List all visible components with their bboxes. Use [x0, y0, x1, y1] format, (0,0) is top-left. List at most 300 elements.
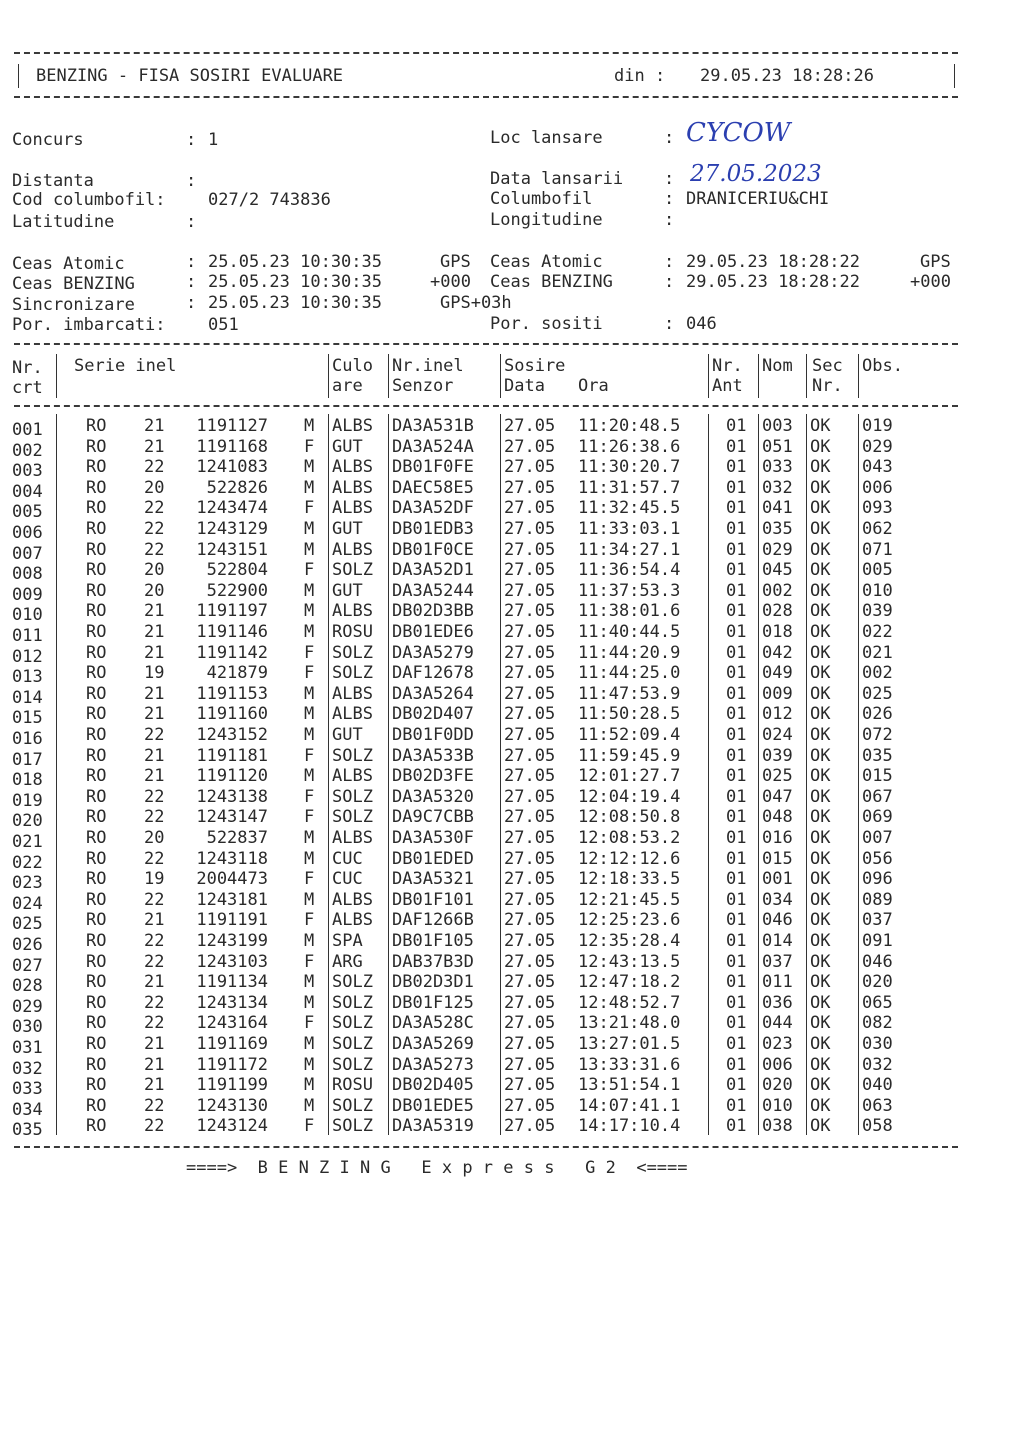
cell-nom: 047 — [762, 786, 793, 807]
cell-color: ROSU — [332, 622, 373, 642]
cell-obs: 043 — [862, 457, 893, 478]
cell-ring: 1243181 — [196, 889, 268, 910]
cell-color: SPA — [332, 931, 363, 951]
cell-nom: 015 — [762, 848, 793, 869]
cell-nom: 044 — [762, 1013, 793, 1034]
cell-sensor: DAF12678 — [392, 663, 474, 684]
cell-country: RO — [86, 1013, 107, 1034]
cell-sec: OK — [810, 910, 831, 931]
cell-country: RO — [86, 622, 107, 642]
distanta-label: Distanta — [12, 171, 94, 191]
cell-color: ALBS — [332, 416, 373, 436]
cell-ant: 01 — [726, 560, 747, 581]
por-sositi-value: 046 — [686, 314, 717, 334]
cell-date: 27.05 — [504, 622, 556, 642]
concurs-colon: : — [186, 130, 207, 150]
cell-nr: 007 — [12, 543, 43, 564]
cell-ant: 01 — [726, 828, 747, 848]
cell-obs: 046 — [862, 951, 893, 972]
cell-date: 27.05 — [504, 745, 556, 766]
header-bottom-divider — [14, 405, 958, 407]
cell-ant: 01 — [726, 786, 747, 807]
cell-sex: F — [304, 745, 315, 766]
cell-sex: F — [304, 560, 315, 581]
col-ora: Ora — [578, 376, 609, 396]
cell-ant: 01 — [726, 1116, 747, 1137]
cell-ant: 01 — [726, 683, 747, 704]
cell-ring: 1191169 — [196, 1034, 268, 1054]
cell-color: CUC — [332, 848, 363, 869]
cell-ant: 01 — [726, 1075, 747, 1096]
cell-ring: 522900 — [206, 580, 268, 601]
cell-time: 12:08:53.2 — [578, 828, 681, 848]
cell-time: 12:01:27.7 — [578, 766, 681, 787]
cell-color: ROSU — [332, 1075, 373, 1096]
cell-ant: 01 — [726, 498, 747, 519]
cell-sex: M — [304, 622, 315, 642]
cell-ring: 1191120 — [196, 766, 268, 787]
cell-color: GUT — [332, 725, 363, 745]
cell-country: RO — [86, 766, 107, 787]
cell-ring: 1191127 — [196, 416, 268, 436]
por-imbarcati-label: Por. imbarcati: — [12, 315, 166, 335]
cell-sex: F — [304, 951, 315, 972]
cell-nr: 005 — [12, 502, 43, 523]
cell-sec: OK — [810, 663, 831, 684]
ceas-benzing-right-label: Ceas BENZING — [490, 272, 613, 292]
cell-sex: F — [304, 498, 315, 519]
cell-ring: 1243164 — [196, 1013, 268, 1034]
din-label: din : — [614, 66, 666, 86]
columbofil-value: DRANICERIU&CHI — [686, 189, 830, 209]
cell-ant: 01 — [726, 725, 747, 745]
cell-sensor: DA9C7CBB — [392, 807, 474, 828]
cell-sec: OK — [810, 704, 831, 725]
cell-date: 27.05 — [504, 1116, 556, 1137]
cell-sec: OK — [810, 848, 831, 869]
cell-ant: 01 — [726, 642, 747, 663]
cell-date: 27.05 — [504, 848, 556, 869]
cell-year: 22 — [144, 725, 165, 745]
cell-sec: OK — [810, 519, 831, 539]
sincronizare-label: Sincronizare — [12, 295, 135, 315]
cell-nr: 013 — [12, 667, 43, 688]
ceas-benzing-left-suffix: +000 — [430, 272, 471, 292]
cell-sec: OK — [810, 766, 831, 787]
cell-time: 12:21:45.5 — [578, 889, 681, 910]
cell-nr: 011 — [12, 626, 43, 646]
cell-sensor: DA3A5244 — [392, 580, 474, 601]
cell-nr: 017 — [12, 749, 43, 770]
footer-text: ====> B E N Z I N G E x p r e s s G 2 <==== — [186, 1158, 688, 1178]
cell-ring: 522837 — [206, 828, 268, 848]
cell-year: 22 — [144, 889, 165, 910]
cell-year: 21 — [144, 622, 165, 642]
cell-color: SOLZ — [332, 1013, 373, 1034]
cell-ring: 1191146 — [196, 622, 268, 642]
cell-sex: M — [304, 1034, 315, 1054]
cell-time: 11:52:09.4 — [578, 725, 681, 745]
cell-sec: OK — [810, 1034, 831, 1054]
cell-country: RO — [86, 725, 107, 745]
cell-ant: 01 — [726, 539, 747, 560]
cell-ring: 421879 — [206, 663, 268, 684]
cell-time: 14:07:41.1 — [578, 1095, 681, 1116]
cell-time: 12:25:23.6 — [578, 910, 681, 931]
cell-color: SOLZ — [332, 807, 373, 828]
cell-country: RO — [86, 519, 107, 539]
cell-ant: 01 — [726, 601, 747, 622]
cell-sex: M — [304, 1054, 315, 1075]
hdr-sep-3 — [388, 354, 389, 398]
cell-sec: OK — [810, 622, 831, 642]
por-sositi-label: Por. sositi — [490, 314, 603, 334]
cell-nom: 029 — [762, 539, 793, 560]
cell-nr: 028 — [12, 976, 43, 997]
cell-country: RO — [86, 683, 107, 704]
cell-country: RO — [86, 1116, 107, 1137]
cell-sensor: DB01F0FE — [392, 457, 474, 478]
concurs-value: 1 — [208, 130, 219, 150]
col-nom: Nom — [762, 356, 793, 376]
cell-sec: OK — [810, 1013, 831, 1034]
cell-country: RO — [86, 910, 107, 931]
cell-ring: 1191160 — [196, 704, 268, 725]
cell-sensor: DA3A531B — [392, 416, 474, 436]
cell-year: 22 — [144, 931, 165, 951]
cell-nom: 034 — [762, 889, 793, 910]
cell-nom: 023 — [762, 1034, 793, 1054]
cell-nom: 025 — [762, 766, 793, 787]
cell-sensor: DA3A5273 — [392, 1054, 474, 1075]
cell-date: 27.05 — [504, 1095, 556, 1116]
cell-year: 22 — [144, 992, 165, 1013]
report-title: BENZING - FISA SOSIRI EVALUARE — [36, 66, 344, 86]
cell-ring: 1243118 — [196, 848, 268, 869]
cell-ring: 1241083 — [196, 457, 268, 478]
cell-color: ALBS — [332, 477, 373, 498]
cell-nr: 012 — [12, 646, 43, 667]
cell-sec: OK — [810, 1095, 831, 1116]
cell-ring: 1243152 — [196, 725, 268, 745]
cell-date: 27.05 — [504, 1054, 556, 1075]
cell-obs: 065 — [862, 992, 893, 1013]
concurs-label: Concurs — [12, 130, 84, 150]
cell-ring: 1243138 — [196, 786, 268, 807]
ceas-benzing-right-colon: : — [664, 272, 675, 292]
cell-ant: 01 — [726, 704, 747, 725]
cell-sec: OK — [810, 828, 831, 848]
cell-country: RO — [86, 992, 107, 1013]
sincronizare-suffix: GPS+03h — [440, 293, 512, 313]
cell-nom: 036 — [762, 992, 793, 1013]
cell-country: RO — [86, 663, 107, 684]
col-nrinel-1: Nr.inel — [392, 356, 464, 376]
sincronizare-value: 25.05.23 10:30:35 — [208, 293, 382, 313]
cell-ring: 1191191 — [196, 910, 268, 931]
cell-sec: OK — [810, 498, 831, 519]
cell-nom: 039 — [762, 745, 793, 766]
cell-time: 12:18:33.5 — [578, 869, 681, 890]
cell-year: 20 — [144, 828, 165, 848]
cell-ant: 01 — [726, 766, 747, 787]
hdr-sep-7 — [806, 354, 807, 398]
cell-country: RO — [86, 1034, 107, 1054]
cell-sensor: DB01F0CE — [392, 539, 474, 560]
cell-country: RO — [86, 786, 107, 807]
cell-date: 27.05 — [504, 416, 556, 436]
longitudine-label: Longitudine — [490, 210, 603, 230]
cell-date: 27.05 — [504, 519, 556, 539]
cell-ring: 1191197 — [196, 601, 268, 622]
cell-sec: OK — [810, 683, 831, 704]
cell-sensor: DB01EDED — [392, 848, 474, 869]
cell-ant: 01 — [726, 1034, 747, 1054]
cell-sex: M — [304, 931, 315, 951]
cell-nom: 001 — [762, 869, 793, 890]
cell-sex: M — [304, 725, 315, 745]
cell-nr: 015 — [12, 708, 43, 729]
hdr-sep-6 — [758, 354, 759, 398]
cell-nom: 020 — [762, 1075, 793, 1096]
cell-nr: 022 — [12, 852, 43, 873]
cell-date: 27.05 — [504, 951, 556, 972]
cell-time: 14:17:10.4 — [578, 1116, 681, 1137]
cell-year: 22 — [144, 519, 165, 539]
cell-sec: OK — [810, 951, 831, 972]
cell-year: 21 — [144, 1075, 165, 1096]
cell-color: CUC — [332, 869, 363, 890]
cell-country: RO — [86, 498, 107, 519]
cell-time: 11:33:03.1 — [578, 519, 681, 539]
cell-sex: M — [304, 766, 315, 787]
cell-obs: 021 — [862, 642, 893, 663]
ceas-atomic-right-suffix: GPS — [920, 252, 951, 272]
cell-date: 27.05 — [504, 972, 556, 993]
sincronizare-colon: : — [186, 293, 197, 313]
cell-obs: 039 — [862, 601, 893, 622]
cell-sex: M — [304, 457, 315, 478]
cell-obs: 063 — [862, 1095, 893, 1116]
cell-sec: OK — [810, 1075, 831, 1096]
data-lansarii-value: 27.05.2023 — [690, 161, 822, 187]
ceas-atomic-colon: : — [186, 252, 197, 272]
cell-obs: 093 — [862, 498, 893, 519]
ceas-atomic-left-suffix: GPS — [440, 252, 471, 272]
cell-sensor: DB01F101 — [392, 889, 474, 910]
cell-ant: 01 — [726, 622, 747, 642]
cell-sex: F — [304, 1013, 315, 1034]
cell-year: 21 — [144, 704, 165, 725]
cod-columbofil-value: 027/2 743836 — [208, 190, 331, 210]
col-obs: Obs. — [862, 356, 903, 376]
cell-sec: OK — [810, 457, 831, 478]
cell-date: 27.05 — [504, 539, 556, 560]
longitudine-colon: : — [664, 210, 675, 230]
cell-year: 20 — [144, 560, 165, 581]
cell-ant: 01 — [726, 1013, 747, 1034]
cell-sec: OK — [810, 436, 831, 457]
cell-ant: 01 — [726, 745, 747, 766]
cell-time: 11:47:53.9 — [578, 683, 681, 704]
cell-ant: 01 — [726, 972, 747, 993]
cell-nom: 010 — [762, 1095, 793, 1116]
column-separator — [806, 414, 807, 1135]
cell-sex: M — [304, 828, 315, 848]
distanta-colon: : — [186, 171, 197, 191]
cell-obs: 006 — [862, 477, 893, 498]
cell-ring: 1243147 — [196, 807, 268, 828]
ceas-benzing-right-suffix: +000 — [910, 272, 951, 292]
cell-sex: M — [304, 683, 315, 704]
cell-color: ALBS — [332, 498, 373, 519]
cell-sex: F — [304, 869, 315, 890]
cell-nom: 018 — [762, 622, 793, 642]
cell-sensor: DB01F0DD — [392, 725, 474, 745]
cell-country: RO — [86, 416, 107, 436]
cell-obs: 040 — [862, 1075, 893, 1096]
cell-obs: 010 — [862, 580, 893, 601]
cell-nr: 009 — [12, 584, 43, 605]
cell-time: 11:40:44.5 — [578, 622, 681, 642]
cell-nom: 012 — [762, 704, 793, 725]
cell-color: SOLZ — [332, 1116, 373, 1137]
cell-date: 27.05 — [504, 931, 556, 951]
cell-sensor: DAEC58E5 — [392, 477, 474, 498]
cell-sex: F — [304, 910, 315, 931]
cell-time: 13:51:54.1 — [578, 1075, 681, 1096]
cell-time: 12:35:28.4 — [578, 931, 681, 951]
cell-nr: 018 — [12, 770, 43, 791]
cell-sex: M — [304, 477, 315, 498]
cell-ant: 01 — [726, 992, 747, 1013]
ceas-atomic-label: Ceas Atomic — [12, 254, 125, 274]
cell-time: 12:47:18.2 — [578, 972, 681, 993]
cell-sensor: DB01F125 — [392, 992, 474, 1013]
hdr-sep-4 — [500, 354, 501, 398]
cell-sex: F — [304, 807, 315, 828]
cell-ant: 01 — [726, 931, 747, 951]
cell-nom: 002 — [762, 580, 793, 601]
cell-time: 11:32:45.5 — [578, 498, 681, 519]
cell-time: 12:04:19.4 — [578, 786, 681, 807]
cell-sensor: DB02D3BB — [392, 601, 474, 622]
cell-country: RO — [86, 951, 107, 972]
cell-color: SOLZ — [332, 1054, 373, 1075]
cell-date: 27.05 — [504, 498, 556, 519]
cell-sec: OK — [810, 1116, 831, 1137]
col-ant-1: Nr. — [712, 356, 743, 376]
cell-obs: 069 — [862, 807, 893, 828]
cell-country: RO — [86, 477, 107, 498]
cell-ant: 01 — [726, 848, 747, 869]
cell-ring: 1243124 — [196, 1116, 268, 1137]
cell-year: 22 — [144, 786, 165, 807]
cell-color: ALBS — [332, 457, 373, 478]
cell-year: 19 — [144, 869, 165, 890]
cell-sex: M — [304, 992, 315, 1013]
cell-nom: 033 — [762, 457, 793, 478]
cell-sensor: DAB37B3D — [392, 951, 474, 972]
cell-year: 22 — [144, 539, 165, 560]
cell-ant: 01 — [726, 951, 747, 972]
cell-color: SOLZ — [332, 992, 373, 1013]
din-value: 29.05.23 18:28:26 — [700, 66, 874, 86]
cell-sec: OK — [810, 786, 831, 807]
col-data: Data — [504, 376, 545, 396]
por-imbarcati-value: 051 — [208, 315, 239, 335]
cell-obs: 072 — [862, 725, 893, 745]
cell-sensor: DA3A5269 — [392, 1034, 474, 1054]
cell-country: RO — [86, 436, 107, 457]
cell-sec: OK — [810, 642, 831, 663]
cell-obs: 007 — [862, 828, 893, 848]
cell-nr: 034 — [12, 1099, 43, 1120]
cell-date: 27.05 — [504, 457, 556, 478]
cell-nr: 004 — [12, 481, 43, 502]
column-separator — [758, 414, 759, 1135]
cell-ant: 01 — [726, 1054, 747, 1075]
cell-country: RO — [86, 828, 107, 848]
cell-color: ARG — [332, 951, 363, 972]
cell-ant: 01 — [726, 416, 747, 436]
cell-color: SOLZ — [332, 972, 373, 993]
cell-time: 11:31:57.7 — [578, 477, 681, 498]
cell-color: SOLZ — [332, 1095, 373, 1116]
cell-nr: 019 — [12, 790, 43, 811]
hdr-sep-1 — [56, 354, 57, 398]
cell-year: 20 — [144, 477, 165, 498]
cell-sensor: DB02D3D1 — [392, 972, 474, 993]
cell-color: ALBS — [332, 910, 373, 931]
cell-country: RO — [86, 642, 107, 663]
cell-ring: 522826 — [206, 477, 268, 498]
column-separator — [708, 414, 709, 1135]
data-lansarii-label: Data lansarii — [490, 169, 624, 189]
cell-year: 21 — [144, 1034, 165, 1054]
col-culo-1: Culo — [332, 356, 373, 376]
cell-date: 27.05 — [504, 1013, 556, 1034]
cell-time: 11:20:48.5 — [578, 416, 681, 436]
cell-obs: 067 — [862, 786, 893, 807]
cell-ring: 1191199 — [196, 1075, 268, 1096]
por-sositi-colon: : — [664, 314, 675, 334]
cell-obs: 019 — [862, 416, 893, 436]
cell-sensor: DAF1266B — [392, 910, 474, 931]
cell-date: 27.05 — [504, 910, 556, 931]
cell-sex: F — [304, 786, 315, 807]
latitudine-colon: : — [186, 212, 197, 232]
cell-sec: OK — [810, 580, 831, 601]
cell-sensor: DA3A524A — [392, 436, 474, 457]
cell-color: SOLZ — [332, 663, 373, 684]
cell-year: 21 — [144, 436, 165, 457]
cell-time: 11:34:27.1 — [578, 539, 681, 560]
cell-nom: 046 — [762, 910, 793, 931]
cell-date: 27.05 — [504, 560, 556, 581]
cell-year: 22 — [144, 1013, 165, 1034]
cell-time: 11:38:01.6 — [578, 601, 681, 622]
cell-nr: 024 — [12, 893, 43, 914]
cell-date: 27.05 — [504, 704, 556, 725]
col-nr-2: crt — [12, 378, 43, 398]
cell-color: ALBS — [332, 704, 373, 725]
cell-nom: 032 — [762, 477, 793, 498]
cell-ring: 522804 — [206, 560, 268, 581]
cell-nr: 021 — [12, 832, 43, 852]
cell-year: 22 — [144, 498, 165, 519]
cell-time: 11:36:54.4 — [578, 560, 681, 581]
